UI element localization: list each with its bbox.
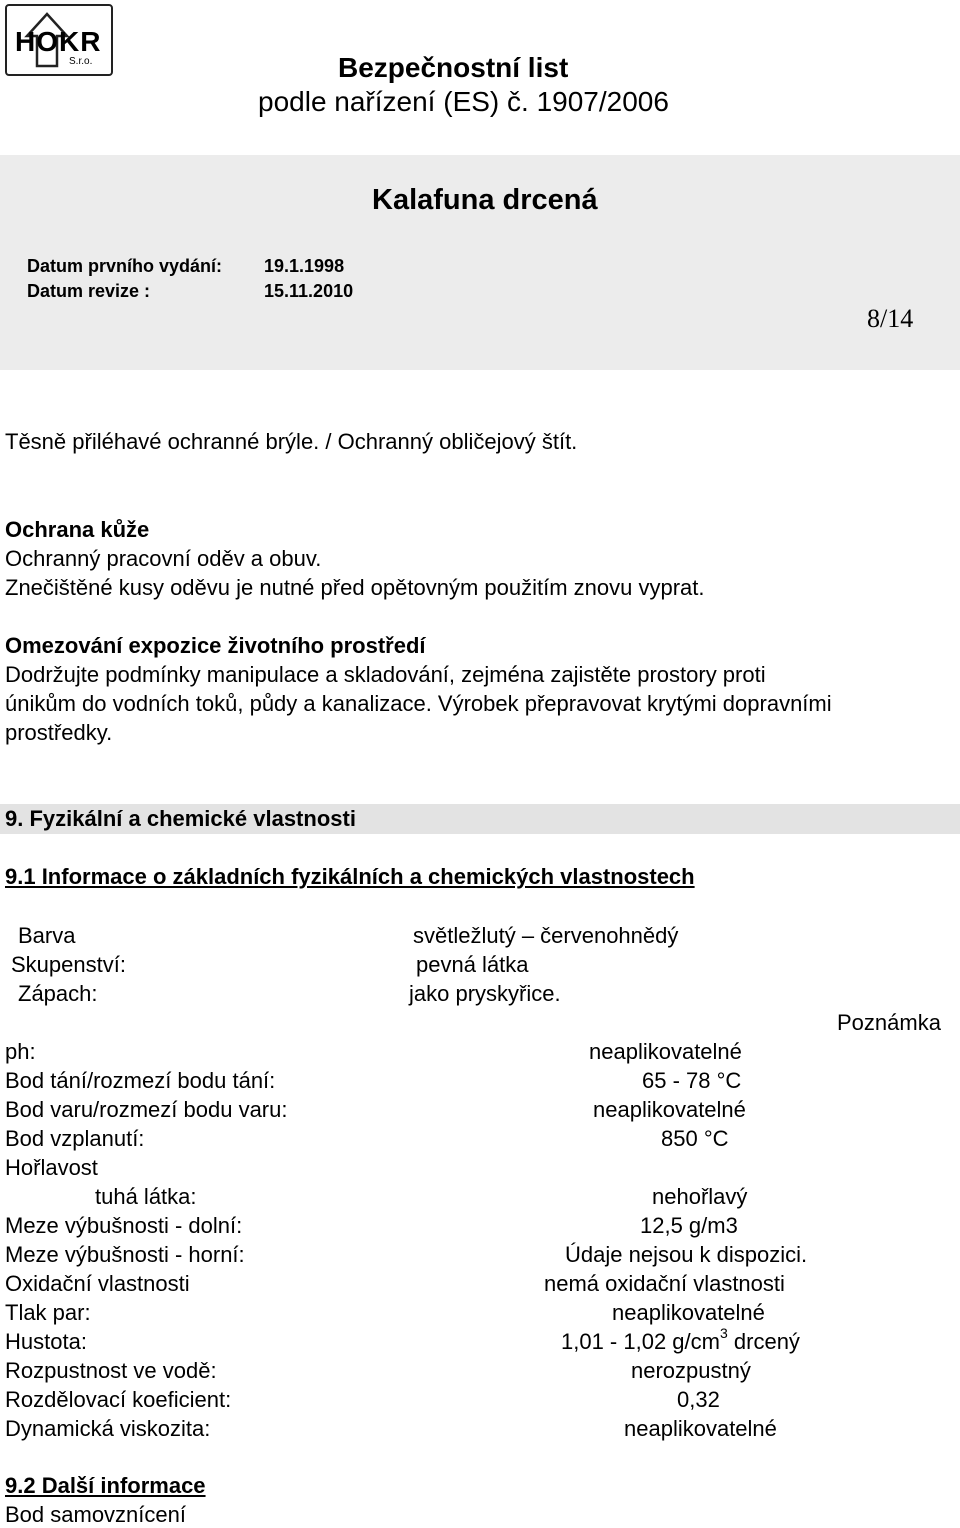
logo-subtext: S.r.o. [69, 56, 93, 67]
prop-value-boiling: neaplikovatelné [593, 1097, 746, 1122]
document-subtitle: podle nařízení (ES) č. 1907/2006 [258, 86, 669, 117]
prop-value-skupenstvi: pevná látka [416, 952, 529, 977]
prop-label-uel: Meze výbušnosti - horní: [5, 1242, 245, 1267]
env-heading: Omezování expozice životního prostředí [5, 633, 426, 658]
prop-label-flashpoint: Bod vzplanutí: [5, 1126, 145, 1151]
prop-label-solid: tuhá látka: [95, 1184, 197, 1209]
prop-label-density: Hustota: [5, 1329, 87, 1354]
density-suffix: drcený [727, 1329, 800, 1354]
company-logo [5, 4, 113, 76]
prop-value-density [561, 1325, 800, 1355]
prop-value-barva: světležlutý – červenohnědý [413, 923, 679, 948]
prop-label-ph: ph: [5, 1039, 36, 1064]
first-issue-value: 19.1.1998 [264, 256, 345, 276]
eye-protection-text: Těsně přiléhavé ochranné brýle. / Ochranný obličejový štít. [5, 429, 578, 454]
prop-label-flammability: Hořlavost [5, 1155, 98, 1180]
prop-label-oxidizing: Oxidační vlastnosti [5, 1271, 190, 1296]
env-line-2: únikům do vodních toků, půdy a kanalizace. Výrobek přepravovat krytými dopravními [5, 691, 832, 716]
section-9-1-heading: 9.1 Informace o základních fyzikálních a chemických vlastnostech [5, 864, 695, 889]
prop-label-lel: Meze výbušnosti - dolní: [5, 1213, 243, 1238]
prop-label-melting: Bod tání/rozmezí bodu tání: [5, 1068, 276, 1093]
prop-label-barva: Barva [18, 923, 76, 948]
first-issue-label: Datum prvního vydání: [27, 256, 223, 276]
prop-value-solid: nehořlavý [652, 1184, 748, 1209]
prop-label-partition: Rozdělovací koeficient: [5, 1387, 232, 1412]
prop-value-viscosity: neaplikovatelné [624, 1416, 777, 1441]
density-value: 1,01 - 1,02 g/cm [561, 1329, 720, 1354]
prop-value-solubility: nerozpustný [631, 1358, 751, 1383]
prop-value-vapor: neaplikovatelné [612, 1300, 765, 1325]
skin-line-2: Znečištěné kusy oděvu je nutné před opětovným použitím znovu vyprat. [5, 575, 705, 600]
prop-label-zapach: Zápach: [18, 981, 98, 1006]
revision-label: Datum revize : [27, 281, 151, 301]
prop-value-ph: neaplikovatelné [589, 1039, 742, 1064]
section-9-bar [0, 804, 960, 834]
section-9-2-heading: 9.2 Další informace [5, 1473, 206, 1498]
product-name: Kalafuna drcená [372, 184, 598, 216]
prop-label-vapor: Tlak par: [5, 1300, 91, 1325]
prop-value-partition: 0,32 [677, 1387, 720, 1412]
prop-value-flashpoint: 850 °C [661, 1126, 729, 1151]
env-line-1: Dodržujte podmínky manipulace a skladování, zejména zajistěte prostory proti [5, 662, 766, 687]
page-number: 8/14 [867, 304, 914, 333]
prop-value-zapach: jako pryskyřice. [409, 981, 561, 1006]
prop-value-uel: Údaje nejsou k dispozici. [565, 1242, 808, 1267]
revision-value: 15.11.2010 [264, 281, 354, 301]
density-superscript: 3 [719, 1325, 728, 1341]
prop-label-skupenstvi: Skupenství: [11, 952, 126, 977]
logo-text: HOKR [15, 26, 102, 57]
prop-label-solubility: Rozpustnost ve vodě: [5, 1358, 217, 1383]
prop-value-lel: 12,5 g/m3 [640, 1213, 738, 1238]
prop-value-melting: 65 - 78 °C [642, 1068, 742, 1093]
document-title: Bezpečnostní list [338, 52, 569, 83]
prop-value-oxidizing: nemá oxidační vlastnosti [544, 1271, 785, 1296]
skin-heading: Ochrana kůže [5, 517, 150, 542]
env-line-3: prostředky. [5, 720, 113, 745]
skin-line-1: Ochranný pracovní oděv a obuv. [5, 546, 322, 571]
prop-label-boiling: Bod varu/rozmezí bodu varu: [5, 1097, 288, 1122]
self-ignition-label: Bod samovznícení [5, 1502, 186, 1527]
note-column-header: Poznámka [837, 1010, 941, 1035]
prop-label-viscosity: Dynamická viskozita: [5, 1416, 211, 1441]
section-9-heading: 9. Fyzikální a chemické vlastnosti [5, 806, 356, 831]
